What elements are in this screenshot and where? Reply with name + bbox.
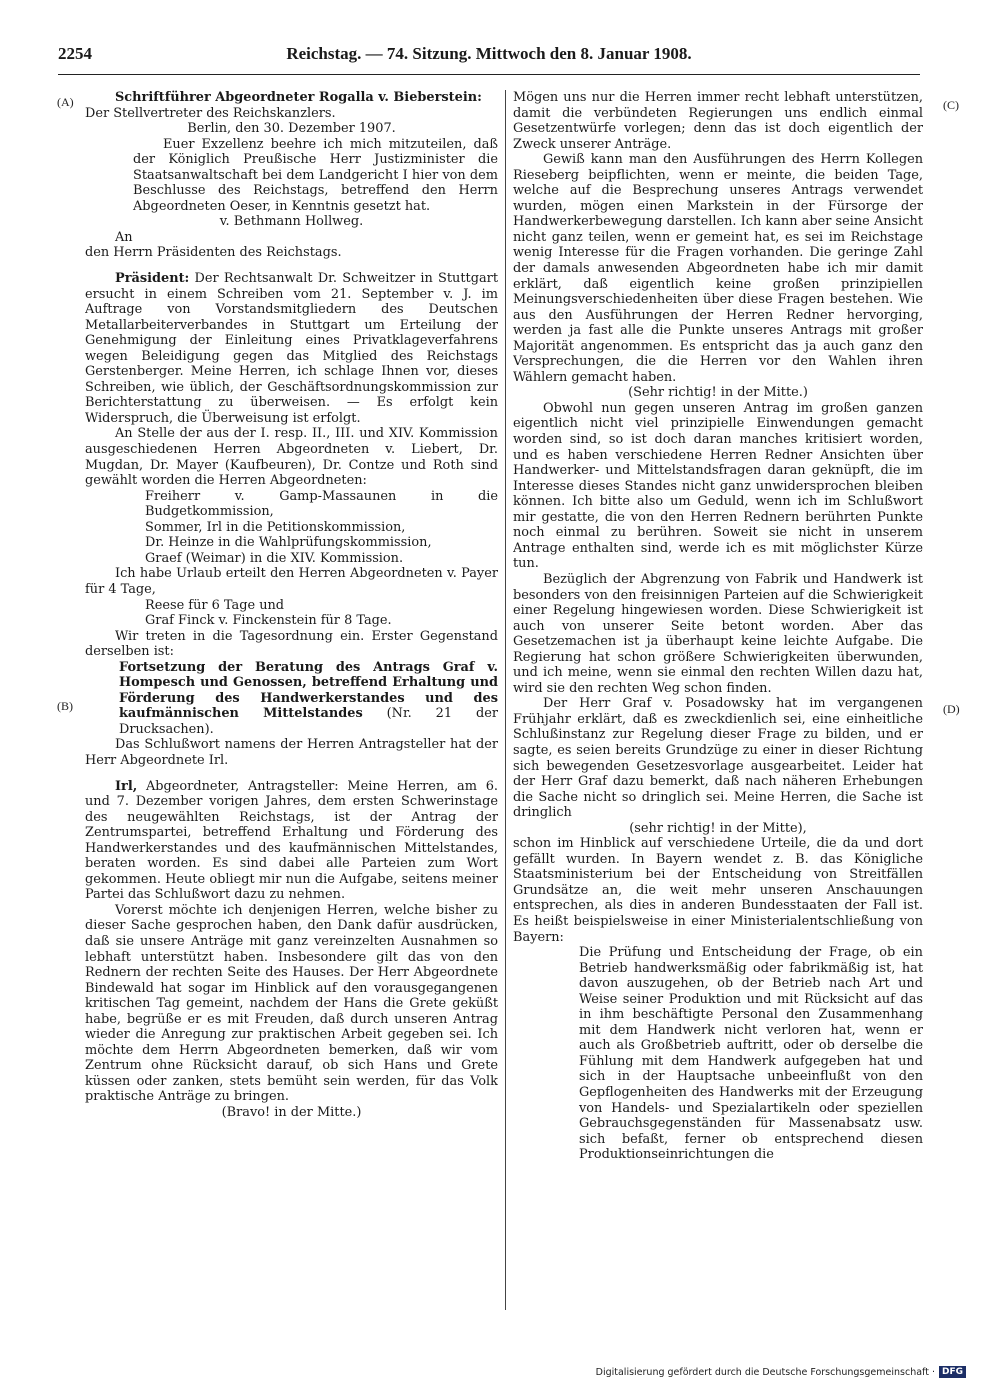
footer-text: Digitalisierung gefördert durch die Deutsche Forschungsgemeinschaft · [595,1366,935,1378]
list-item: Dr. Heinze in die Wahlprüfungskommission, [145,535,432,551]
president-paragraph: Präsident: Der Rechtsanwalt Dr. Schweitzer in Stuttgart ersucht in einem Schreiben vom 21. September v. J. im Auftrage von Vorstandsmitgliedern des Deutschen Metallarbeiterverbandes in Stuttgart um Erteilung der Genehmigung der Einleitung eines Privatklageverfahrens wegen Beleidigung gegen das Mitglied des Reichstags Gerstenberger. Meine Herren, ich schlage Ihnen vor, dieses Schreiben, wie üblich, der Geschäftsordnungskommission zur Berichterstattung zu überweisen. — Es erfolgt kein Widerspruch, die Überweisung ist erfolgt. [85,271,498,426]
margin-marker-a: (A) [57,95,74,109]
agenda-paragraph: Wir treten in die Tagesordnung ein. Erster Gegenstand derselben ist: [85,628,498,660]
speech-paragraph: Der Herr Graf v. Posadowsky hat im vergangenen Frühjahr erklärt, daß es zweckdienlich sei, eine einheitliche Schlußinstanz zur Regelung dieser Frage zu bilden, und er sagte, es seien bereits Grundzüge zu einer in dieser Richtung sich bewegenden Gesetzesvorlage ausgearbeitet. Leider hat der Herr Graf dazu bemerkt, daß nach näheren Erhebungen die Sache nicht so dringlich sei. Meine Herren, die Sache ist dringlich [513,696,923,821]
interjection: (sehr richtig! in der Mitte), [629,820,807,836]
letter-body: Euer Exzellenz beehre ich mich mitzuteilen, daß der Königlich Preußische Herr Justizminister die Staatsanwaltschaft bei dem Landgericht I hier von dem Beschlusse des Reichstags, betreffend den Herrn Abgeordneten Oeser, in Kenntnis gesetzt hat. [133,136,498,214]
commission-paragraph: An Stelle der aus der I. resp. II., III. und XIV. Kommission ausgeschiedenen Herren Abgeordneten v. Liebert, Dr. Mugdan, Dr. Mayer (Kaufbeuren), Dr. Contze und Roth sind gewählt worden die Herren Abgeordneten: [85,426,498,489]
interjection: (Sehr richtig! in der Mitte.) [628,385,808,401]
speech-paragraph: schon im Hinblick auf verschiedene Urteile, die da und dort gefällt wurden. In Bayern wendet z. B. das Königliche Staatsministerium bei der Entscheidung von Streitfällen Grundsätze an, die weit mehr unseren Anschauungen entsprechen, als dies in anderen Bundesstaaten der Fall ist. Es heißt beispielsweise in einer Ministerialentschließung von Bayern: [513,836,923,945]
speech-paragraph: Obwohl nun gegen unseren Antrag im großen ganzen eigentlich nicht viel prinzipielle Einwendungen gemacht worden sind, so ist doch daran manches kritisiert worden, und es haben verschiedene Herren Redner Ansichten über Handwerker- und Mittelstandsfragen daran geknüpft, die im Interesse dieses Standes nicht ganz unwidersprochen bleiben können. Ich bitte also um Geduld, wenn ich im Schlußwort mir gestatte, die von den Herren Rednern berührten Punkte noch einmal zu berühren. Soweit sie nicht in unserem Antrage enthalten sind, werde ich es mit möglichster Kürze tun. [513,400,923,572]
letter-date: Berlin, den 30. Dezember 1907. [187,121,396,137]
list-item: Sommer, Irl in die Petitionskommission, [145,519,406,535]
speaker-line: Schriftführer Abgeordneter Rogalla v. Bieberstein: [115,90,482,105]
page-header [58,44,920,68]
left-column [85,90,498,1315]
quotation: Die Prüfung und Entscheidung der Frage, ob ein Betrieb handwerksmäßig oder fabrikmäßig ist, hat davon auszugehen, ob der Betrieb nach Art und Weise seiner Produktion und mit Rücksicht auf das in ihm beschäftigte Personal den Zusammenhang mit dem Handwerk nicht verloren hat, wenn er auch als Großbetrieb auftritt, oder ob derselbe die Fühlung mit dem Handwerk aufgegeben hat und sich in der Hauptsache unbeeinflußt von den Gepflogenheiten des Handwerks mit der Erzeugung von Handels- und Spezialartikeln oder speziellen Gebrauchsgegenständen für Massenabsatz usw. sich befaßt, ferner ob entsprechend diesen Produktionseinrichtungen die [579,945,923,1163]
list-item: Reese für 6 Tage und [145,597,285,613]
running-title: Reichstag. — 74. Sitzung. Mittwoch den 8. Januar 1908. [286,44,692,63]
list-item: Graf Finck v. Finckenstein für 8 Tage. [145,613,392,629]
speaker-name: Irl, [115,778,138,794]
speaker-name: Präsident: [115,271,190,287]
speech-paragraph: Bezüglich der Abgrenzung von Fabrik und Handwerk ist besonders von den freisinnigen Parteien auf die Schwierigkeit einer Regelung hingewiesen worden. Diese Schwierigkeit ist auch von unserer Seite betont worden. Aber das Gesetzemachen ist ja überhaupt keine leichte Aufgabe. Die Regierung hat schon größere Schwierigkeiten überwunden, und ich meine, wenn sie einmal den rechten Willen dazu hat, wird sie den rechten Weg schon finden. [513,571,923,696]
margin-marker-c: (C) [943,98,959,112]
speech-paragraph: Mögen uns nur die Herren immer recht lebhaft unterstützen, damit die verbündeten Regierungen uns endlich einmal Gesetzentwürfe vorlegen; denn das ist doch eigentlich der Zweck unserer Anträge. [513,90,923,152]
letter-recipient: den Herrn Präsidenten des Reichstags. [85,245,342,261]
margin-marker-d: (D) [943,702,960,716]
column-divider [505,90,506,1310]
letter-sender: Der Stellvertreter des Reichskanzlers. [85,105,336,121]
speech-paragraph: Gewiß kann man den Ausführungen des Herrn Kollegen Rieseberg beipflichten, wenn er meinte, die beiden Tage, welche auf die Besprechung unseres Antrags verwendet wurden, mögen einen Markstein in der Fürsorge der Handwerkerbewegung darstellen. Ich kann aber seine Ansicht nicht ganz teilen, wenn er gemeint hat, es sei im Reichstage wenig Interesse für die Fragen vorhanden. Die geringe Zahl der damals anwesenden Abgeordneten habe ich mir damit erklärt, daß eigentlich keine großen prinzipiellen Meinungsverschiedenheiten über diese Fragen bestehen. Wie aus den Ausführungen der Herren Redner hervorging, werden ja fast alle die Punkte unseres Antrags mit großer Majorität angenommen. Es entspricht das ja auch ganz den Versprechungen, die die Herren vor den Wahlen ihren Wählern gemacht haben. [513,152,923,385]
header-rule [58,74,920,75]
list-item: Freiherr v. Gamp-Massaunen in die Budgetkommission, [145,488,498,520]
interjection: (Bravo! in der Mitte.) [221,1105,362,1120]
speech-paragraph: Irl, Abgeordneter, Antragsteller: Meine Herren, am 6. und 7. Dezember vorigen Jahres, dem ersten Schwerinstage des neugewählten Reichstags, ist der Antrag der Zentrumspartei, betreffend Erhaltung und Förderung des Handwerkerstandes und des kaufmännischen Mittelstandes, beraten worden. Es sind dabei alle Parteien zum Wort gekommen. Heute obliegt mir nun die Aufgabe, seitens meiner Partei das Schlußwort dazu zu nehmen. [85,778,498,903]
list-item: Graef (Weimar) in die XIV. Kommission. [145,550,404,566]
closing-word-paragraph: Das Schlußwort namens der Herren Antragsteller hat der Herr Abgeordnete Irl. [85,737,498,768]
agenda-item: Fortsetzung der Beratung des Antrags Graf v. Hompesch und Genossen, betreffend Erhaltung und Förderung des Handwerkerstandes und des kaufmännischen Mittelstandes (Nr. 21 der Drucksachen). [119,659,498,737]
letter-recipient-an: An [115,229,133,245]
leave-paragraph: Ich habe Urlaub erteilt den Herren Abgeordneten v. Payer für 4 Tage, [85,566,498,597]
right-column [513,90,923,1315]
margin-marker-b: (B) [57,699,73,713]
digitization-footer [596,1366,966,1378]
speech-paragraph: Vorerst möchte ich denjenigen Herren, welche bisher zu dieser Sache gesprochen haben, den Dank dafür ausdrücken, daß sie unsere Anträge mit ganz vereinzelten Ausnahmen so lebhaft unterstützt haben. Insbesondere gilt das von den Rednern der rechten Seite des Hauses. Der Herr Abgeordnete Bindewald hat sogar im Hinblick auf den vorausgegangenen kritischen Tag gemeint, nachdem der Hans die Grete geküßt habe, begrüße er es mit Freuden, daß durch unseren Antrag wieder die Anregung zur praktischen Arbeit gegeben sei. Ich möchte dem Herrn Abgeordneten bemerken, daß wir vom Zentrum ohne Rücksicht darauf, ob sich Hans und Grete küssen oder zanken, stets bemüht sein werden, für das Volk praktische Anträge zu bringen. [85,902,498,1105]
letter-signature: v. Bethmann Hollweg. [219,214,364,230]
dfg-logo: DFG [939,1366,966,1378]
page-number: 2254 [58,44,92,63]
